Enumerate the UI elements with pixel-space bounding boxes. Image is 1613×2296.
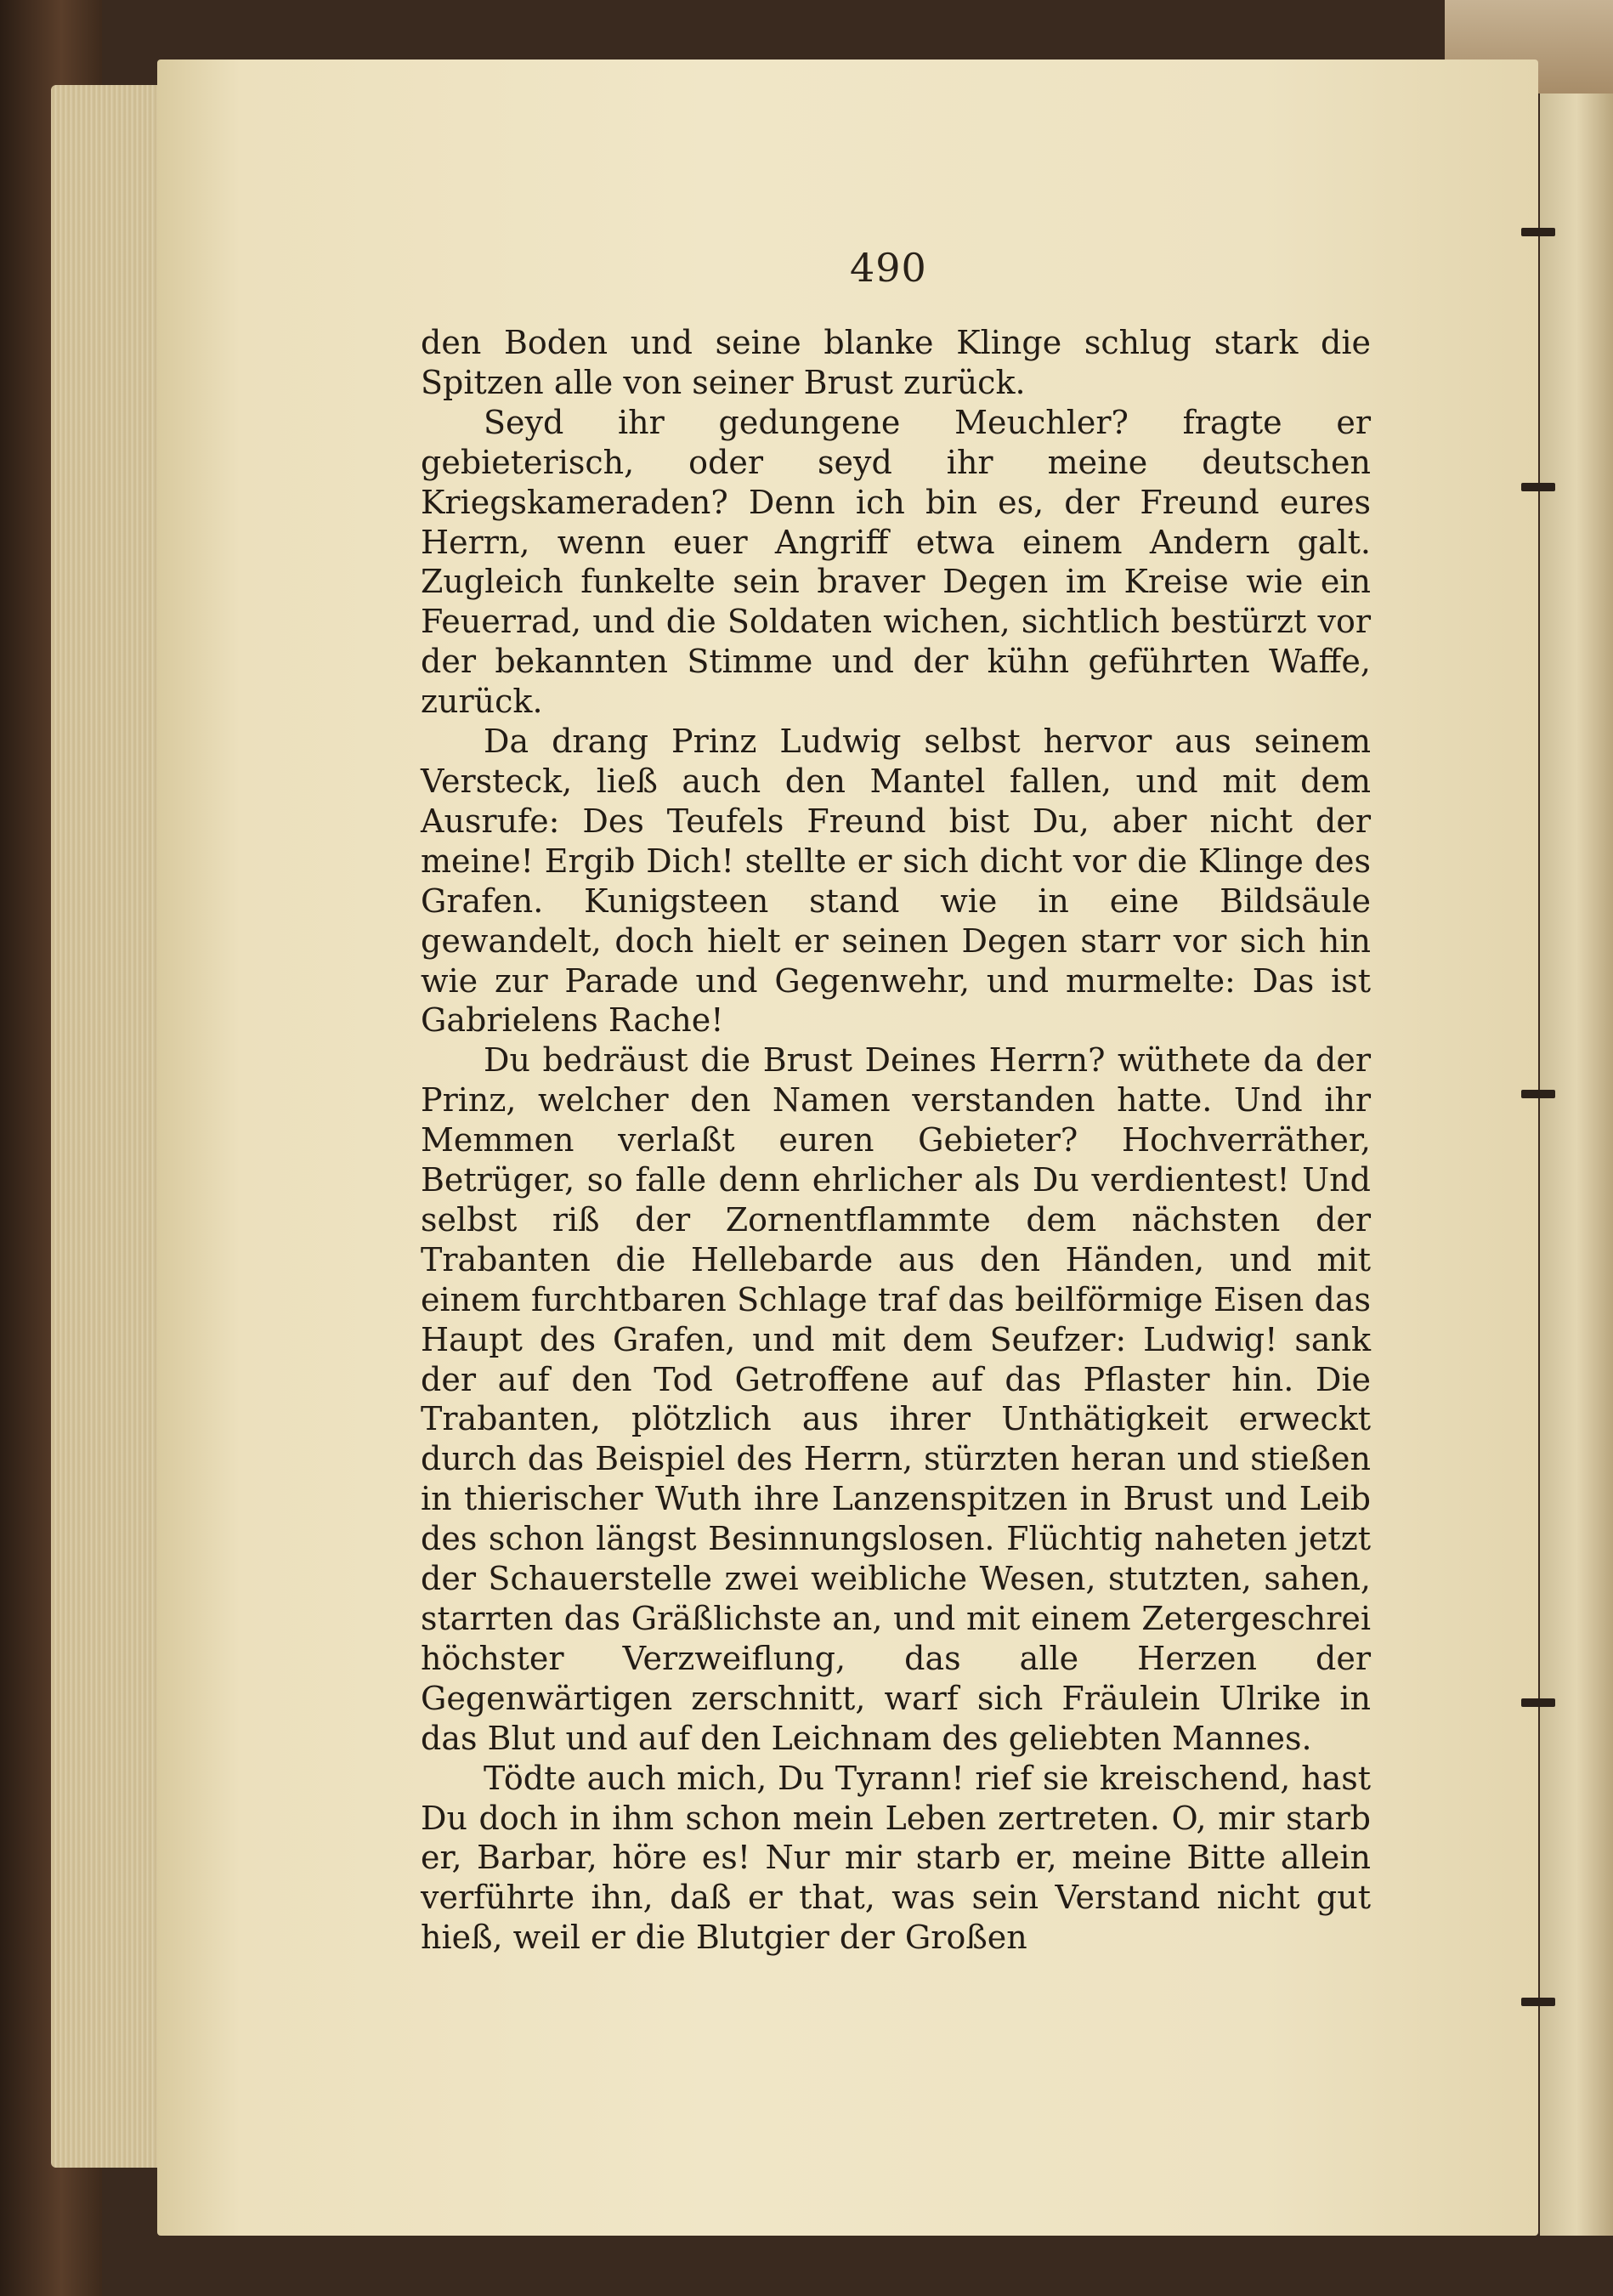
binding-thread-mark (1521, 1090, 1555, 1098)
binding-thread-mark (1521, 228, 1555, 236)
binding-thread-mark (1521, 483, 1555, 491)
body-text (421, 323, 1371, 1958)
paragraph: Seyd ihr gedungene Meuchler? fragte er gebieterisch, oder seyd ihr meine deutschen Kriegskameraden? Denn ich bin es, der Freund eures Herrn, wenn euer Angriff etwa einem Andern galt. Zugleich funkelte sein braver Degen im Kreise wie ein Feuerrad, und die Soldaten wichen, sichtlich bestürzt vor der bekannten Stimme und der kühn geführten Waffe, zurück. (421, 403, 1371, 721)
paragraph: Tödte auch mich, Du Tyrann! rief sie kreischend, hast Du doch in ihm schon mein Leben zertreten. O, mir starb er, Barbar, höre es! Nur mir starb er, meine Bitte allein verführte ihn, daß er that, was sein Verstand nicht gut hieß, weil er die Blutgier der Großen (421, 1759, 1371, 1957)
binding-thread-mark (1521, 1998, 1555, 2006)
paragraph: Da drang Prinz Ludwig selbst hervor aus seinem Versteck, ließ auch den Mantel fallen, und mit dem Ausrufe: Des Teufels Freund bist Du, aber nicht der meine! Ergib Dich! stellte er sich dicht vor die Klinge des Grafen. Kunigsteen stand wie in eine Bildsäule gewandelt, doch hielt er seinen Degen starr vor sich hin wie zur Parade und Gegenwehr, und murmelte: Das ist Gabrielens Rache! (421, 723, 1371, 1040)
page-number: 490 (850, 245, 927, 291)
paragraph: den Boden und seine blanke Klinge schlug stark die Spitzen alle von seiner Brust zurück. (421, 324, 1371, 401)
binding-thread-mark (1521, 1698, 1555, 1707)
paragraph: Du bedräust die Brust Deines Herrn? wüthete da der Prinz, welcher den Namen verstanden hatte. Und ihr Memmen verlaßt euren Gebieter? Hochverräther, Betrüger, so falle denn ehrlicher als Du verdientest! Und selbst riß der Zornentflammte dem nächsten der Trabanten die Hellebarde aus den Händen, und mit einem furchtbaren Schlage traf das beilförmige Eisen das Haupt des Grafen, und mit dem Seufzer: Ludwig! sank der auf den Tod Getroffene auf das Pflaster hin. Die Trabanten, plötzlich aus ihrer Unthätigkeit erweckt durch das Beispiel des Herrn, stürzten heran und stießen in thierischer Wuth ihre Lanzenspitzen in Brust und Leib des schon längst Besinnungslosen. Flüchtig naheten jetzt der Schauerstelle zwei weibliche Wesen, stutzten, sahen, starrten das Gräßlichste an, und mit einem Zetergeschrei höchster Verzweiflung, das alle Herzen der Gegenwärtigen zerschnitt, warf sich Fräulein Ulrike in das Blut und auf den Leichnam des geliebten Mannes. (421, 1041, 1371, 1757)
next-page-edge (1540, 94, 1613, 2236)
